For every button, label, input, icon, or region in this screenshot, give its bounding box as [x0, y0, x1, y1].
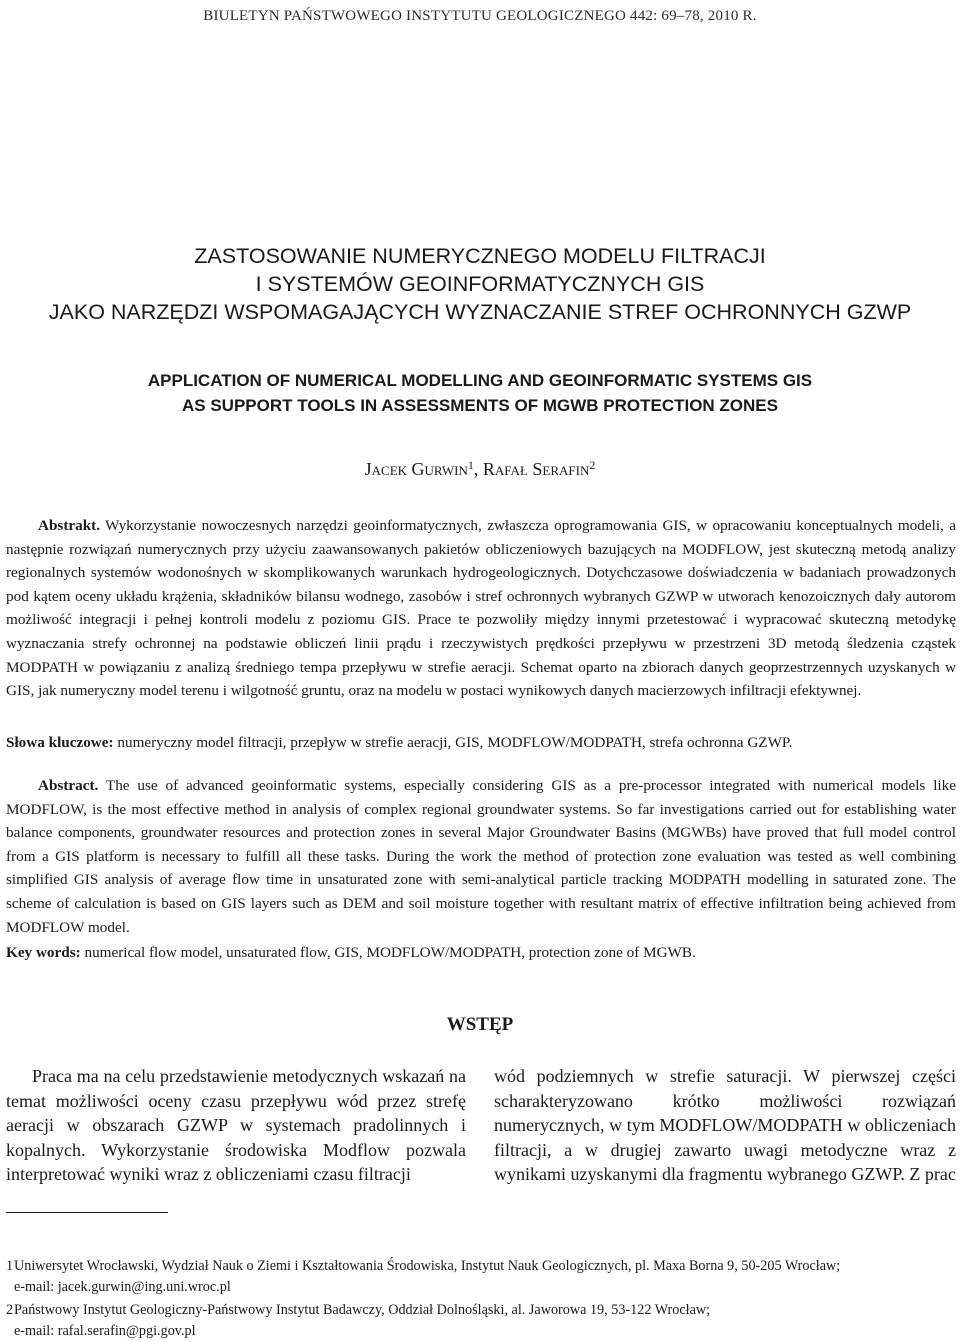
footnote-divider — [6, 1212, 168, 1213]
author-1-name: Jacek Gurwin — [364, 459, 468, 479]
footnote-2-email: e-mail: rafal.serafin@pgi.gov.pl — [14, 1323, 196, 1339]
abstract-pl-text: Wykorzystanie nowoczesnych narzędzi geoinformatycznych, zwłaszcza oprogramowania GIS, w opracowaniu konceptualnych modeli, a następnie rozwiązań numerycznych przy użyciu zaawansowanych pakietów obliczeniowych bazujących na MODFLOW, jest skuteczną metodą analizy regionalnych systemów wodonośnych w skomplikowanych warunkach hydrogeologicznych. Dotychczasowe doświadczenia w badaniach prowadzonych pod kątem oceny układu krążenia, składników bilansu wodnego, zasobów i stref ochronnych wybranych GZWP w utworach kenozoicznych dały autorom możliwość integracji i pełnej kontroli modelu z poziomu GIS. Prace te pozwoliły między innymi przetestować i wypracować skuteczną metodykę wyznaczania strefy ochronnej na podstawie obliczeń linii prądu i rzeczywistych prędkości przepływu w przestrzeni 3D metodą śledzenia cząstek MODPATH w powiązaniu z analizą średniego tempa przepływu w strefie aeracji. Schemat oparto na zbiorach danych geoprzestrzennych uzyskanych w GIS, jak numeryczny model terenu i wilgotność gruntu, oraz na modelu w postaci wynikowych danych macierzowych infiltracji efektywnej. — [6, 517, 956, 700]
journal-header: BIULETYN PAŃSTWOWEGO INSTYTUTU GEOLOGICZNEGO 442: 69–78, 2010 R. — [203, 8, 757, 24]
footnote-2-mark: 2 — [6, 1302, 14, 1318]
intro-column-right — [494, 1064, 956, 1187]
title-pl-line-1: ZASTOSOWANIE NUMERYCZNEGO MODELU FILTRACJI — [194, 244, 766, 268]
keywords-en-text: numerical flow model, unsaturated flow, GIS, MODFLOW/MODPATH, protection zone of MGWB. — [80, 944, 696, 961]
author-1-affiliation-mark: 1 — [467, 458, 474, 472]
keywords-polish — [6, 731, 956, 755]
footnote-1-mark: 1 — [6, 1258, 14, 1274]
author-2-affiliation-mark: 2 — [589, 458, 596, 472]
keywords-pl-label: Słowa kluczowe: — [6, 734, 114, 751]
abstract-en-text: The use of advanced geoinformatic systems, especially considering GIS as a pre-processor integrated with numerical models like MODFLOW, is the most effective method in analysis of complex regional groundwater systems. So far investigations carried out for establishing water balance components, groundwater resources and protection zones in several Major Groundwater Basins (MGWBs) have proved that full model control from a GIS platform is necessary to fulfill all these tasks. During the work the method of protection zone evaluation was tested as well combining simplified GIS analysis of average flow time in unsaturated zone with semi-analytical particle tracking MODPATH modelling in saturated zone. The scheme of calculation is based on GIS layers such as DEM and soil moisture together with resultant matrix of effective infiltration being achieved from MODFLOW model. — [6, 777, 956, 936]
title-english — [0, 368, 960, 418]
keywords-en-label: Key words: — [6, 944, 81, 961]
title-pl-line-3: JAKO NARZĘDZI WSPOMAGAJĄCYCH WYZNACZANIE STREF OCHRONNYCH GZWP — [48, 300, 912, 324]
abstract-polish — [6, 514, 956, 703]
title-en-line-2: AS SUPPORT TOOLS IN ASSESSMENTS OF MGWB PROTECTION ZONES — [182, 396, 778, 415]
author-separator: , — [473, 459, 483, 479]
abstract-pl-label: Abstrakt. — [38, 517, 101, 534]
intro-column-left — [6, 1064, 466, 1187]
footnote-2 — [6, 1300, 956, 1342]
keywords-pl-text: numeryczny model filtracji, przepływ w strefie aeracji, GIS, MODFLOW/MODPATH, strefa ochronna GZWP. — [113, 734, 793, 751]
footnote-2-affiliation: Państwowy Instytut Geologiczny-Państwowy Instytut Badawczy, Oddział Dolnośląski, al. Jaworowa 19, 53-122 Wrocław; — [14, 1302, 711, 1318]
footnote-1 — [6, 1256, 956, 1298]
title-pl-line-2: I SYSTEMÓW GEOINFORMATYCZNYCH GIS — [255, 272, 705, 296]
title-en-line-1: APPLICATION OF NUMERICAL MODELLING AND GEOINFORMATIC SYSTEMS GIS — [147, 371, 813, 390]
keywords-english — [6, 941, 956, 965]
abstract-english — [6, 774, 956, 939]
author-2-name: Rafał Serafin — [482, 459, 590, 479]
intro-left-text: Praca ma na celu przedstawienie metodycznych wskazań na temat możliwości oceny czasu przepływu wód przez strefę aeracji w obszarach GZWP w systemach pradolinnych i kopalnych. Wykorzystanie środowiska Modflow pozwala interpretować wyniki wraz z obliczeniami czasu filtracji — [6, 1066, 466, 1184]
title-polish — [0, 242, 960, 326]
footnote-1-affiliation: Uniwersytet Wrocławski, Wydział Nauk o Ziemi i Kształtowania Środowiska, Instytut Nauk Geologicznych, pl. Maxa Borna 9, 50-205 Wrocław; — [14, 1258, 841, 1274]
authors — [0, 458, 960, 480]
abstract-en-label: Abstract. — [38, 777, 99, 794]
intro-right-text: wód podziemnych w strefie saturacji. W pierwszej części scharakteryzowano krótko możliwości rozwiązań numerycznych, w tym MODFLOW/MODPATH w obliczeniach filtracji, a w drugiej zawarto uwagi metodyczne wraz z wynikami uzyskanymi dla fragmentu wybranego GZWP. Z prac — [494, 1066, 956, 1184]
section-title: WSTĘP — [446, 1014, 514, 1035]
footnote-1-email: e-mail: jacek.gurwin@ing.uni.wroc.pl — [14, 1279, 231, 1295]
